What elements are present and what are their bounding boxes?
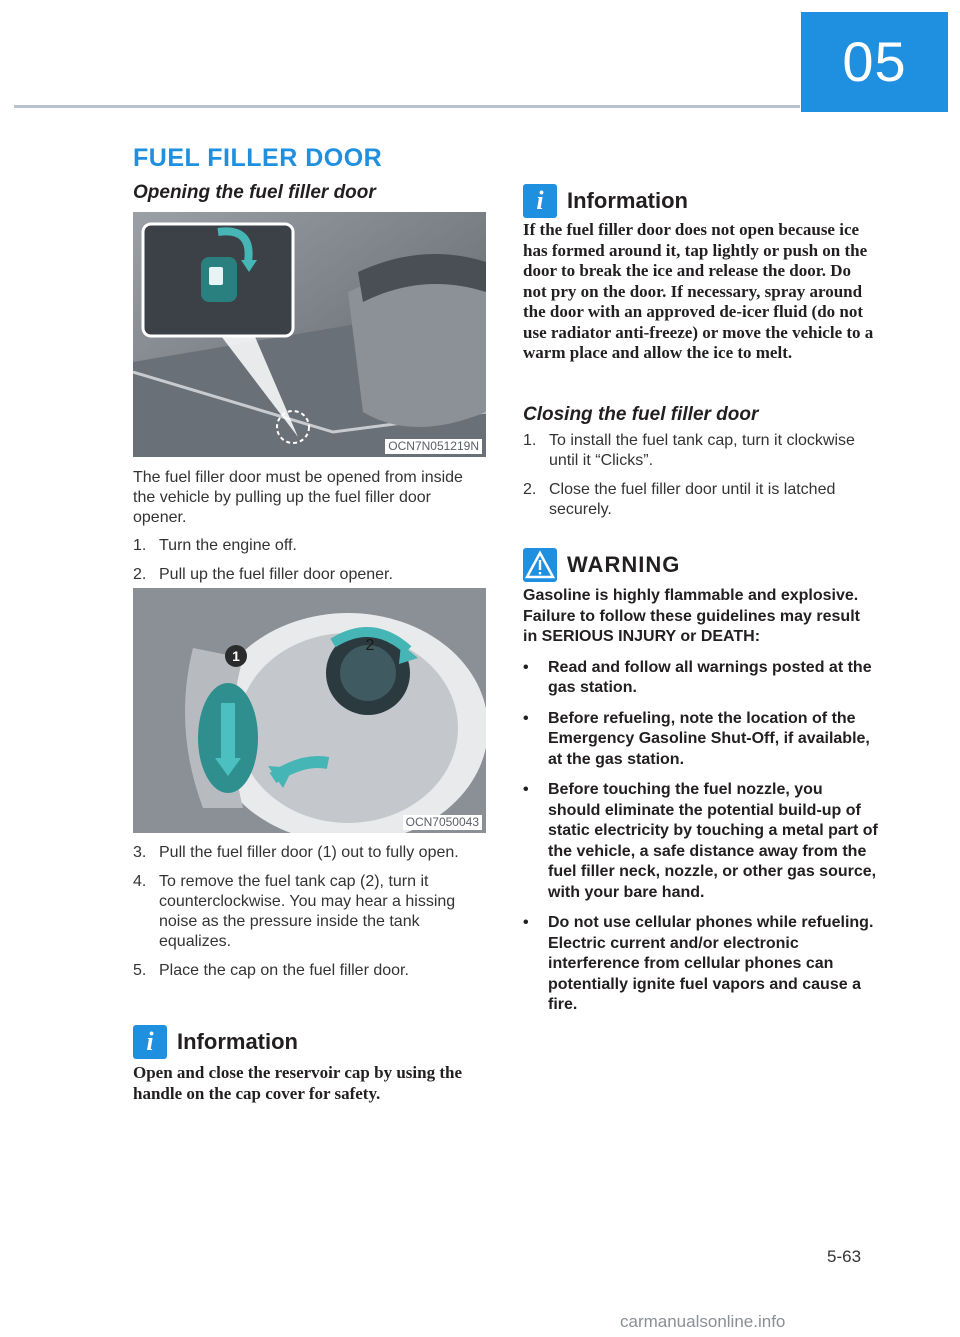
warning-title: WARNING [567, 552, 681, 577]
steps-list-a [133, 536, 486, 585]
info-header [523, 184, 878, 218]
steps-list-b [133, 843, 486, 981]
fuel-cap-figure [133, 588, 486, 833]
info-header [133, 1025, 486, 1059]
watermark: carmanualsonline.info [620, 1312, 786, 1331]
figure-caption: OCN7N051219N [385, 439, 482, 454]
info-title: Information [567, 188, 688, 213]
list-item: 5. Place the cap on the fuel filler door. [133, 962, 409, 979]
list-item: • Read and follow all warnings posted at the gas station. [523, 658, 872, 696]
header-rule [14, 105, 800, 108]
list-item: 3. Pull the fuel filler door (1) out to fully open. [133, 844, 459, 861]
list-item: • Before refueling, note the location of the Emergency Gasoline Shut-Off, if available, at the gas station. [523, 709, 870, 768]
fuel-cap-illustration [133, 588, 486, 833]
callout-2-label: 2 [365, 637, 375, 654]
list-item: • Before touching the fuel nozzle, you should eliminate the potential build-up of static electricity by touching a metal part of the vehicle, a safe distance away from the fuel filler neck, nozzle, or other gas source, with your bare hand. [523, 781, 878, 901]
info-box-left [133, 1025, 486, 1104]
list-item: 1. Turn the engine off. [133, 537, 297, 554]
list-item: 4. To remove the fuel tank cap (2), turn it counterclockwise. You may hear a hissing noise as the pressure inside the tank equalizes. [133, 873, 456, 950]
info-text: If the fuel filler door does not open because ice has formed around it, tap lightly or push on the door to break the ice and release the door. Do not pry on the door. If necessary, spray around the door with an approved de-icer fluid (do not use radiator anti-freeze) or move the vehicle to a warm place and allow the ice to melt. [523, 220, 874, 362]
info-text: Open and close the reservoir cap by using the handle on the cap cover for safety. [133, 1063, 462, 1103]
chapter-tab: 05 [801, 12, 948, 112]
warning-box [523, 548, 878, 1016]
intro-paragraph: The fuel filler door must be opened from inside the vehicle by pulling up the fuel filler door opener. [133, 469, 463, 526]
fuel-door-opener-figure [133, 212, 486, 457]
warning-header [523, 548, 878, 582]
warning-triangle-icon [523, 548, 557, 582]
list-item: 2. Close the fuel filler door until it is latched securely. [523, 481, 836, 518]
opening-heading: Opening the fuel filler door [133, 182, 376, 203]
section-title: FUEL FILLER DOOR [133, 144, 383, 172]
info-title: Information [177, 1029, 298, 1054]
list-item: 1. To install the fuel tank cap, turn it clockwise until it “Clicks”. [523, 432, 855, 469]
closing-steps-list [523, 431, 878, 520]
warning-bullet-list [523, 658, 878, 1016]
info-icon: i [523, 184, 557, 218]
warning-intro: Gasoline is highly flammable and explosive. Failure to follow these guidelines may result in SERIOUS INJURY or DEATH: [523, 587, 860, 645]
list-item: 2. Pull up the fuel filler door opener. [133, 566, 393, 583]
fuel-door-opener-illustration [133, 212, 486, 457]
info-icon: i [133, 1025, 167, 1059]
list-item: • Do not use cellular phones while refueling. Electric current and/or electronic interference from cellular phones can potentially ignite fuel vapors and cause a fire. [523, 914, 874, 1013]
callout-1-label: 1 [232, 648, 240, 664]
info-box-right [523, 184, 878, 364]
closing-heading: Closing the fuel filler door [523, 404, 759, 425]
page-number: 5-63 [827, 1247, 862, 1266]
figure-caption: OCN7050043 [403, 815, 482, 830]
